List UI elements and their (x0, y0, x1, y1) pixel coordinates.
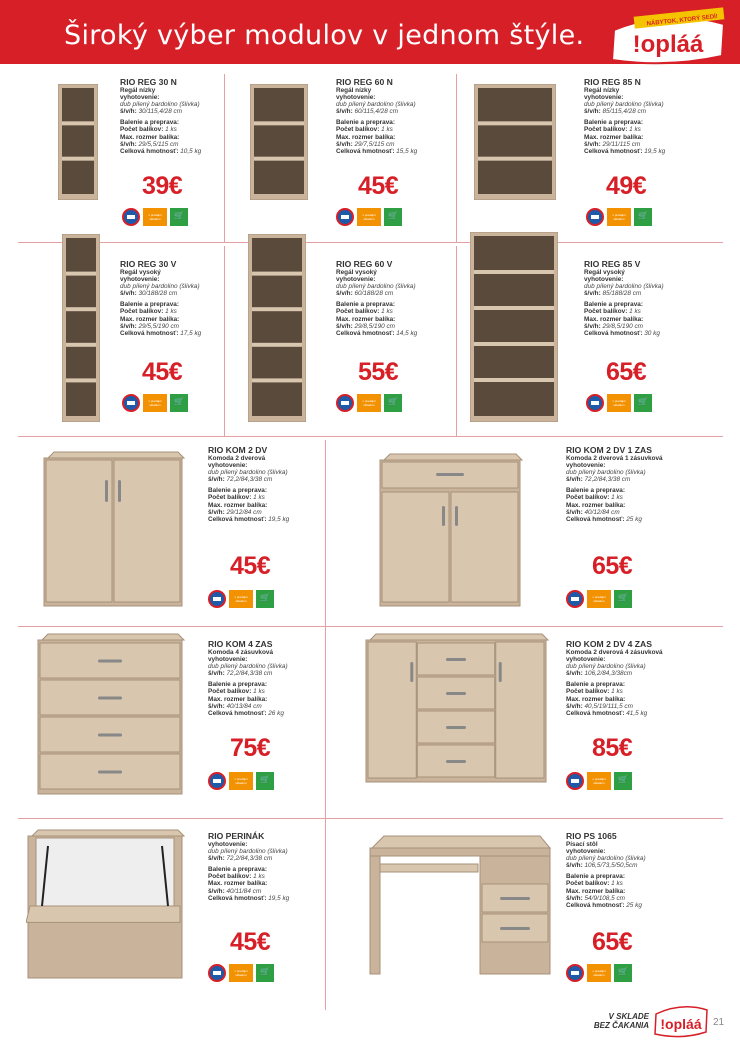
product-finish: dub pílený bardolino (šlivka) (566, 469, 646, 477)
count-label: Počet balíkov: (208, 873, 252, 881)
product-weight: 14,5 kg (396, 329, 418, 337)
product-finish: dub pílený bardolino (šlivka) (208, 848, 288, 856)
furniture-image (26, 828, 186, 980)
product-dims: 85/188/28 cm (602, 290, 642, 298)
stock-badge-icon: v predajni skladom (587, 964, 611, 982)
quality-badge-icon (586, 208, 604, 226)
finish-label: vyhotovenie: (566, 462, 606, 470)
finish-label: vyhotovenie: (566, 848, 606, 856)
product-info (566, 446, 691, 523)
weight-label: Celková hmotnosť: (120, 329, 179, 337)
packaging-label: Balenie a preprava: (584, 119, 643, 127)
package-count: 1 ks (611, 880, 623, 888)
stock-badge-icon: v predajni skladom (229, 964, 253, 982)
product-finish: dub pílený bardolino (šlivka) (336, 101, 416, 109)
cart-badge-icon: 🛒 (384, 394, 402, 412)
product-dims: 106,5/73,5/50,5cm (584, 862, 638, 870)
pkg-dims-label: š/v/h: (208, 887, 225, 895)
packaging-label: Balenie a preprava: (120, 119, 179, 127)
divider (18, 818, 723, 819)
logo-tagline: NÁBYTOK, KTORÝ SEDÍ! (646, 13, 719, 28)
finish-label: vyhotovenie: (120, 276, 160, 284)
cart-badge-icon: 🛒 (256, 772, 274, 790)
package-dims: 40/11/84 cm (226, 887, 262, 895)
product-weight: 25 kg (626, 901, 642, 909)
product-type: Písací stôl (566, 841, 598, 848)
product-dims: 30/115,4/28 cm (138, 108, 183, 116)
product-name: RIO KOM 2 DV 4 ZAS (566, 639, 652, 649)
finish-label: vyhotovenie: (336, 94, 376, 102)
shelf-image (58, 84, 98, 200)
pkg-dims-label: š/v/h: (584, 322, 601, 330)
package-dims: 29/8,5/190 cm (354, 322, 395, 330)
product-name: RIO PS 1065 (566, 831, 617, 841)
product-dims: 30/188/28 cm (138, 290, 178, 298)
product-type: Regál vysoký (120, 269, 161, 276)
count-label: Počet balíkov: (584, 308, 628, 316)
product-type: Komoda 2 dverová (208, 455, 266, 462)
product-image[interactable] (36, 632, 186, 801)
stock-note (585, 1012, 649, 1030)
stock-line2: BEZ ČAKANIA (593, 1021, 649, 1030)
packaging-label: Balenie a preprava: (208, 487, 267, 495)
pkg-dims-label: š/v/h: (566, 894, 583, 902)
pkg-dims-label: š/v/h: (566, 508, 583, 516)
quality-badge-icon (336, 208, 354, 226)
max-size-label: Max. rozmer balíka: (566, 695, 626, 703)
quality-badge-icon (122, 208, 140, 226)
product-name: RIO REG 85 N (584, 77, 641, 87)
cart-badge-icon: 🛒 (256, 964, 274, 982)
product-image[interactable] (42, 450, 186, 613)
product-dims: 60/188/28 cm (354, 290, 394, 298)
finish-label: vyhotovenie: (566, 656, 606, 664)
product-image[interactable] (474, 84, 556, 205)
quality-badge-icon (586, 394, 604, 412)
package-count: 1 ks (253, 688, 265, 696)
count-label: Počet balíkov: (208, 688, 252, 696)
package-count: 1 ks (381, 308, 393, 316)
quality-badge-icon (208, 590, 226, 608)
furniture-image (364, 632, 550, 784)
package-dims: 54/9/108,5 cm (584, 894, 625, 902)
product-weight: 26 kg (268, 709, 284, 717)
logo-text: !opláá (632, 31, 704, 58)
max-size-label: Max. rozmer balíka: (120, 133, 180, 141)
finish-label: vyhotovenie: (584, 94, 624, 102)
dims-label: š/v/h: (584, 108, 601, 116)
product-finish: dub pílený bardolino (šlivka) (566, 663, 646, 671)
package-dims: 40/13/84 cm (226, 702, 262, 710)
packaging-label: Balenie a preprava: (566, 487, 625, 495)
product-price: 65€ (606, 358, 647, 386)
pkg-dims-label: š/v/h: (566, 702, 583, 710)
product-weight: 25 kg (626, 515, 642, 523)
dims-label: š/v/h: (208, 855, 225, 863)
count-label: Počet balíkov: (566, 688, 610, 696)
package-count: 1 ks (611, 688, 623, 696)
finish-label: vyhotovenie: (208, 656, 248, 664)
product-image[interactable] (250, 84, 308, 205)
divider (325, 440, 326, 1010)
product-dims: 72,2/84,3/38 cm (226, 476, 273, 484)
product-image[interactable] (378, 452, 524, 613)
product-name: RIO PERINÁK (208, 831, 265, 841)
package-dims: 29/5,5/190 cm (138, 322, 179, 330)
product-type: Regál vysoký (584, 269, 625, 276)
badge-row (566, 964, 632, 982)
product-dims: 72,2/84,3/38 cm (226, 855, 273, 863)
shelf-image (474, 84, 556, 200)
product-weight: 17,5 kg (180, 329, 202, 337)
product-price: 85€ (592, 734, 633, 762)
max-size-label: Max. rozmer balíka: (584, 133, 644, 141)
quality-badge-icon (566, 964, 584, 982)
product-info (208, 832, 333, 902)
product-image[interactable] (26, 828, 186, 985)
product-price: 65€ (592, 552, 633, 580)
product-dims: 60/115,4/28 cm (354, 108, 399, 116)
package-dims: 29/12/84 cm (226, 508, 262, 516)
furniture-image (36, 632, 186, 796)
package-count: 1 ks (253, 873, 265, 881)
max-size-label: Max. rozmer balíka: (208, 695, 268, 703)
finish-label: vyhotovenie: (208, 462, 248, 470)
pkg-dims-label: š/v/h: (120, 322, 137, 330)
stock-line1: V SKLADE (608, 1012, 649, 1021)
max-size-label: Max. rozmer balíka: (120, 315, 180, 323)
max-size-label: Max. rozmer balíka: (566, 501, 626, 509)
dims-label: š/v/h: (584, 290, 601, 298)
product-weight: 10,5 kg (180, 147, 202, 155)
weight-label: Celková hmotnosť: (208, 515, 267, 523)
package-count: 1 ks (165, 308, 177, 316)
package-count: 1 ks (629, 126, 641, 134)
badge-row (122, 208, 188, 226)
packaging-label: Balenie a preprava: (336, 119, 395, 127)
furniture-image (42, 450, 186, 608)
weight-label: Celková hmotnosť: (208, 894, 267, 902)
product-info (120, 260, 245, 337)
badge-row (586, 208, 652, 226)
product-name: RIO REG 85 V (584, 259, 641, 269)
product-dims: 72,2/84,3/38 cm (584, 476, 631, 484)
divider (18, 436, 723, 437)
packaging-label: Balenie a preprava: (336, 301, 395, 309)
product-dims: 72,2/84,3/38 cm (226, 670, 273, 678)
max-size-label: Max. rozmer balíka: (208, 501, 268, 509)
product-finish: dub pílený bardolino (šlivka) (120, 283, 200, 291)
product-price: 45€ (142, 358, 183, 386)
product-price: 55€ (358, 358, 399, 386)
weight-label: Celková hmotnosť: (120, 147, 179, 155)
product-name: RIO KOM 4 ZAS (208, 639, 273, 649)
package-dims: 29/8,5/190 cm (602, 322, 643, 330)
product-type: Regál nízky (120, 87, 156, 94)
package-count: 1 ks (611, 494, 623, 502)
finish-label: vyhotovenie: (336, 276, 376, 284)
badge-row (566, 590, 632, 608)
product-name: RIO KOM 2 DV 1 ZAS (566, 445, 652, 455)
weight-label: Celková hmotnosť: (566, 515, 625, 523)
furniture-image (378, 452, 524, 608)
package-dims: 40/12/84 cm (584, 508, 620, 516)
count-label: Počet balíkov: (120, 126, 164, 134)
packaging-label: Balenie a preprava: (566, 873, 625, 881)
product-image[interactable] (248, 234, 306, 427)
cart-badge-icon: 🛒 (634, 394, 652, 412)
package-dims: 29/11/115 cm (602, 140, 641, 148)
product-dims: 106,2/84,3/38cm (584, 670, 633, 678)
stock-badge-icon: v predajni skladom (357, 394, 381, 412)
product-image[interactable] (364, 632, 550, 789)
finish-label: vyhotovenie: (120, 94, 160, 102)
count-label: Počet balíkov: (336, 308, 380, 316)
product-weight: 19,5 kg (268, 894, 290, 902)
product-info (336, 78, 461, 155)
product-type: Regál nízky (584, 87, 620, 94)
count-label: Počet balíkov: (566, 494, 610, 502)
cart-badge-icon: 🛒 (614, 590, 632, 608)
badge-row (336, 394, 402, 412)
cart-badge-icon: 🛒 (614, 772, 632, 790)
product-image[interactable] (58, 84, 98, 205)
dims-label: š/v/h: (566, 476, 583, 484)
page-title: Široký výber modulov v jednom štýle. (64, 20, 585, 51)
product-price: 49€ (606, 172, 647, 200)
quality-badge-icon (566, 590, 584, 608)
product-image[interactable] (62, 234, 100, 427)
cart-badge-icon: 🛒 (170, 394, 188, 412)
product-weight: 19,5 kg (644, 147, 666, 155)
stock-badge-icon: v predajni skladom (607, 208, 631, 226)
product-weight: 15,5 kg (396, 147, 418, 155)
count-label: Počet balíkov: (566, 880, 610, 888)
stock-badge-icon: v predajni skladom (587, 590, 611, 608)
desk-image (366, 834, 552, 976)
weight-label: Celková hmotnosť: (566, 709, 625, 717)
quality-badge-icon (566, 772, 584, 790)
badge-row (208, 590, 274, 608)
stock-badge-icon: v predajni skladom (143, 208, 167, 226)
max-size-label: Max. rozmer balíka: (566, 887, 626, 895)
pkg-dims-label: š/v/h: (120, 140, 137, 148)
packaging-label: Balenie a preprava: (208, 866, 267, 874)
pkg-dims-label: š/v/h: (584, 140, 601, 148)
dims-label: š/v/h: (566, 670, 583, 678)
stock-badge-icon: v predajni skladom (587, 772, 611, 790)
dims-label: š/v/h: (336, 290, 353, 298)
pkg-dims-label: š/v/h: (208, 702, 225, 710)
pkg-dims-label: š/v/h: (336, 322, 353, 330)
divider (18, 626, 723, 627)
product-name: RIO REG 60 V (336, 259, 393, 269)
quality-badge-icon (336, 394, 354, 412)
quality-badge-icon (208, 964, 226, 982)
package-count: 1 ks (253, 494, 265, 502)
footer-logo-text: !opláá (660, 1016, 702, 1032)
packaging-label: Balenie a preprava: (120, 301, 179, 309)
product-weight: 30 kg (644, 329, 660, 337)
product-info (120, 78, 245, 155)
product-price: 45€ (230, 928, 271, 956)
dims-label: š/v/h: (566, 862, 583, 870)
product-type: Komoda 2 dverová 4 zásuvková (566, 649, 663, 656)
weight-label: Celková hmotnosť: (566, 901, 625, 909)
count-label: Počet balíkov: (208, 494, 252, 502)
product-finish: dub pílený bardolino (šlivka) (584, 283, 664, 291)
max-size-label: Max. rozmer balíka: (336, 315, 396, 323)
packaging-label: Balenie a preprava: (584, 301, 643, 309)
package-count: 1 ks (165, 126, 177, 134)
stock-badge-icon: v predajni skladom (229, 590, 253, 608)
pkg-dims-label: š/v/h: (336, 140, 353, 148)
badge-row (336, 208, 402, 226)
dims-label: š/v/h: (120, 290, 137, 298)
product-image[interactable] (470, 232, 558, 427)
shelf-image (248, 234, 306, 422)
product-info (336, 260, 461, 337)
dims-label: š/v/h: (120, 108, 137, 116)
package-dims: 29/5,5/115 cm (138, 140, 179, 148)
package-count: 1 ks (381, 126, 393, 134)
product-type: Komoda 4 zásuvková (208, 649, 273, 656)
product-info (208, 446, 333, 523)
finish-label: vyhotovenie: (584, 276, 624, 284)
product-finish: dub pílený bardolino (šlivka) (566, 855, 646, 863)
product-name: RIO REG 30 V (120, 259, 177, 269)
product-type: Regál vysoký (336, 269, 377, 276)
max-size-label: Max. rozmer balíka: (584, 315, 644, 323)
quality-badge-icon (208, 772, 226, 790)
quality-badge-icon (122, 394, 140, 412)
badge-row (122, 394, 188, 412)
packaging-label: Balenie a preprava: (566, 681, 625, 689)
stock-badge-icon: v predajni skladom (229, 772, 253, 790)
oplaa-logo (604, 6, 732, 70)
cart-badge-icon: 🛒 (384, 208, 402, 226)
count-label: Počet balíkov: (584, 126, 628, 134)
product-finish: dub pílený bardolino (šlivka) (208, 469, 288, 477)
weight-label: Celková hmotnosť: (584, 147, 643, 155)
shelf-image (62, 234, 100, 422)
count-label: Počet balíkov: (336, 126, 380, 134)
product-finish: dub pílený bardolino (šlivka) (584, 101, 664, 109)
package-count: 1 ks (629, 308, 641, 316)
product-finish: dub pílený bardolino (šlivka) (120, 101, 200, 109)
max-size-label: Max. rozmer balíka: (336, 133, 396, 141)
cart-badge-icon: 🛒 (614, 964, 632, 982)
package-dims: 29/7,5/115 cm (354, 140, 395, 148)
badge-row (586, 394, 652, 412)
badge-row (566, 772, 632, 790)
product-info (584, 260, 709, 337)
product-finish: dub pílený bardolino (šlivka) (208, 663, 288, 671)
product-info (584, 78, 709, 155)
dims-label: š/v/h: (208, 476, 225, 484)
product-price: 45€ (230, 552, 271, 580)
product-image[interactable] (366, 834, 552, 981)
product-price: 39€ (142, 172, 183, 200)
package-dims: 40,5/19/111,5 cm (584, 702, 633, 710)
product-price: 65€ (592, 928, 633, 956)
dims-label: š/v/h: (336, 108, 353, 116)
pkg-dims-label: š/v/h: (208, 508, 225, 516)
product-type: Komoda 2 dverová 1 zásuvková (566, 455, 663, 462)
stock-badge-icon: v predajni skladom (143, 394, 167, 412)
shelf-image (250, 84, 308, 200)
cart-badge-icon: 🛒 (256, 590, 274, 608)
footer-logo (652, 1002, 710, 1038)
product-finish: dub pílený bardolino (šlivka) (336, 283, 416, 291)
product-type: Regál nízky (336, 87, 372, 94)
weight-label: Celková hmotnosť: (584, 329, 643, 337)
weight-label: Celková hmotnosť: (336, 147, 395, 155)
shelf-image (470, 232, 558, 422)
product-name: RIO KOM 2 DV (208, 445, 268, 455)
product-weight: 19,5 kg (268, 515, 290, 523)
product-info (208, 640, 333, 717)
product-weight: 41,5 kg (626, 709, 648, 717)
finish-label: vyhotovenie: (208, 841, 248, 848)
stock-badge-icon: v predajni skladom (607, 394, 631, 412)
product-info (566, 640, 691, 717)
dims-label: š/v/h: (208, 670, 225, 678)
count-label: Počet balíkov: (120, 308, 164, 316)
product-price: 75€ (230, 734, 271, 762)
badge-row (208, 772, 274, 790)
weight-label: Celková hmotnosť: (336, 329, 395, 337)
product-info (566, 832, 691, 909)
stock-badge-icon: v predajni skladom (357, 208, 381, 226)
max-size-label: Max. rozmer balíka: (208, 880, 268, 888)
product-name: RIO REG 60 N (336, 77, 393, 87)
packaging-label: Balenie a preprava: (208, 681, 267, 689)
badge-row (208, 964, 274, 982)
cart-badge-icon: 🛒 (634, 208, 652, 226)
cart-badge-icon: 🛒 (170, 208, 188, 226)
product-dims: 85/115,4/28 cm (602, 108, 647, 116)
product-name: RIO REG 30 N (120, 77, 177, 87)
divider (18, 242, 723, 243)
page-number: 21 (713, 1017, 725, 1028)
weight-label: Celková hmotnosť: (208, 709, 267, 717)
product-price: 45€ (358, 172, 399, 200)
